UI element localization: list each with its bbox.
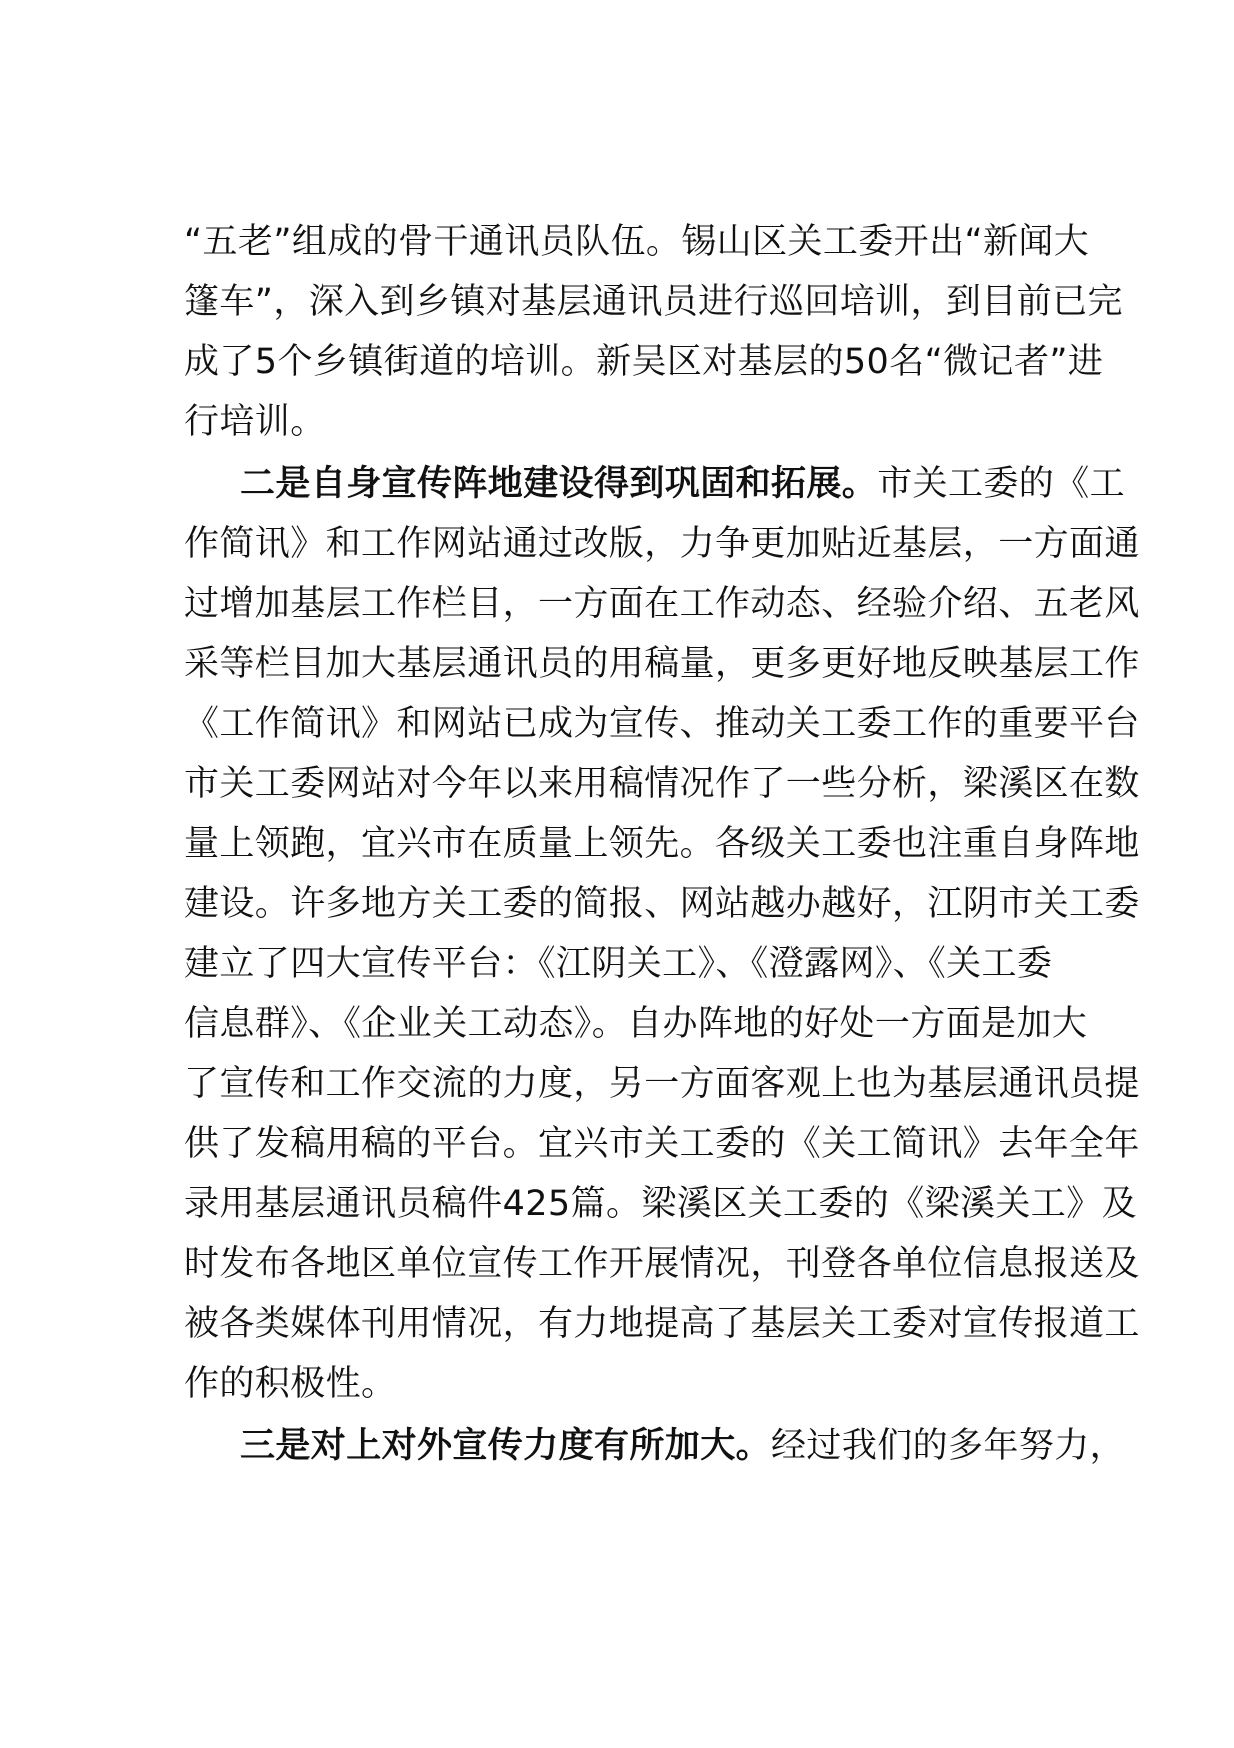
paragraph-2-line: 《工作简讯》和网站已成为宣传、推动关工委工作的重要平台 [184, 704, 1140, 744]
paragraph-3 [184, 1416, 1126, 1476]
paragraph-2-line: 作简讯》和工作网站通过改版，力争更加贴近基层，一方面通 [184, 524, 1140, 564]
paragraph-1 [184, 212, 1123, 452]
paragraph-3-first-line-rest: 经过我们的多年努力， [771, 1426, 1126, 1466]
paragraph-2-line: 供了发稿用稿的平台。宜兴市关工委的《关工简讯》去年全年 [184, 1124, 1140, 1164]
paragraph-2-line: 被各类媒体刊用情况，有力地提高了基层关工委对宣传报道工 [184, 1304, 1140, 1344]
paragraph-2-line: 录用基层通讯员稿件425篇。梁溪区关工委的《梁溪关工》及 [184, 1184, 1138, 1224]
paragraph-3-heading: 三是对上对外宣传力度有所加大。 [240, 1426, 772, 1466]
paragraph-2-line: 作的积极性。 [184, 1364, 397, 1404]
paragraph-2-line: 市关工委网站对今年以来用稿情况作了一些分析，梁溪区在数 [184, 764, 1140, 804]
body-text [184, 212, 1140, 1476]
paragraph-2-first-line [184, 454, 1126, 514]
paragraph-2-heading: 二是自身宣传阵地建设得到巩固和拓展。 [240, 464, 878, 504]
paragraph-2-line: 建立了四大宣传平台：《江阴关工》、《澄露网》、《关工委 [184, 944, 1053, 984]
paragraph-2-first-line-rest: 市关工委的《工 [877, 464, 1126, 504]
paragraph-1-line: “五老”组成的骨干通讯员队伍。锡山区关工委开出“新闻大 [184, 222, 1090, 262]
paragraph-2-line: 时发布各地区单位宣传工作开展情况，刊登各单位信息报送及 [184, 1244, 1140, 1284]
paragraph-2-line: 量上领跑，宜兴市在质量上领先。各级关工委也注重自身阵地 [184, 824, 1140, 864]
paragraph-3-first-line [184, 1416, 1126, 1476]
paragraph-2-line: 了宣传和工作交流的力度，另一方面客观上也为基层通讯员提 [184, 1064, 1140, 1104]
paragraph-2 [184, 454, 1140, 1414]
paragraph-1-line: 篷车”，深入到乡镇对基层通讯员进行巡回培训，到目前已完 [184, 282, 1123, 322]
paragraph-2-line: 采等栏目加大基层通讯员的用稿量，更多更好地反映基层工作 [184, 644, 1140, 684]
paragraph-2-line: 信息群》、《企业关工动态》。自办阵地的好处一方面是加大 [184, 1004, 1088, 1044]
paragraph-2-line: 过增加基层工作栏目，一方面在工作动态、经验介绍、五老风 [184, 584, 1140, 624]
paragraph-1-line: 行培训。 [184, 402, 326, 442]
paragraph-1-line: 成了5个乡镇街道的培训。新吴区对基层的50名“微记者”进 [184, 342, 1104, 382]
paragraph-2-line: 建设。许多地方关工委的简报、网站越办越好，江阴市关工委 [184, 884, 1140, 924]
